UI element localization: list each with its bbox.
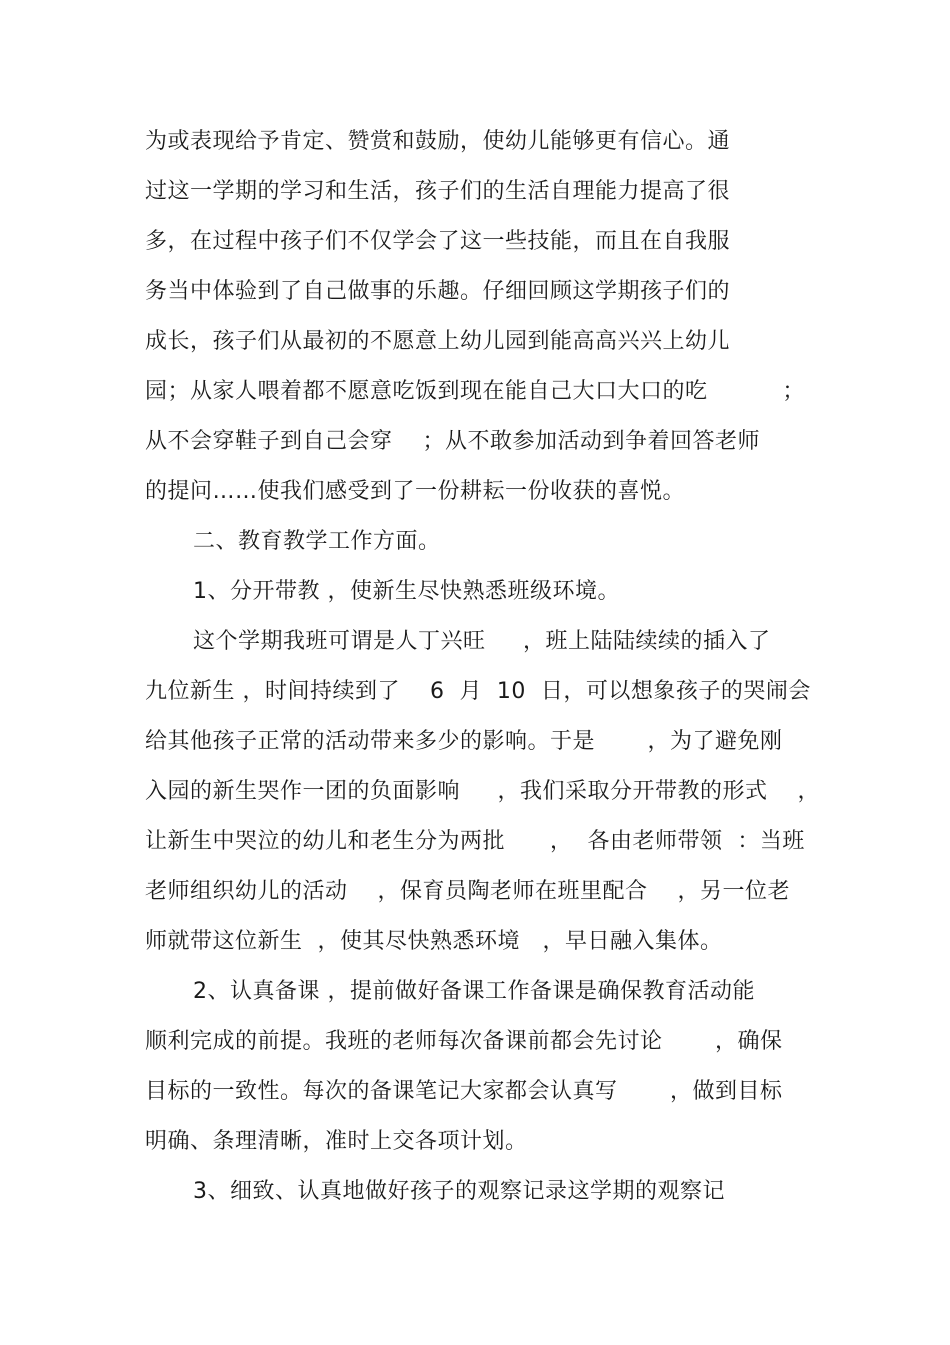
- text-line: 园；从家人喂着都不愿意吃饭到现在能自己大口大口的吃 ；: [145, 379, 805, 404]
- text-line: 老师组织幼儿的活动 ，保育员陶老师在班里配合 ，另一位老: [145, 879, 790, 904]
- section-heading: 二、教育教学工作方面。: [193, 529, 441, 554]
- text-line: 入园的新生哭作一团的负面影响 ，我们采取分开带教的形式 ，: [145, 779, 820, 804]
- text-line: 这个学期我班可谓是人丁兴旺 ，班上陆陆续续的插入了: [193, 629, 771, 654]
- subsection-heading: 3、细致、认真地做好孩子的观察记录这学期的观察记: [193, 1179, 725, 1204]
- text-line: 九位新生 ，时间持续到了 6 月 10 日，可以想象孩子的哭闹会: [145, 679, 811, 704]
- subsection-heading: 2、认真备课 ，提前做好备课工作备课是确保教育活动能: [193, 979, 755, 1004]
- subsection-heading: 1、分开带教 ，使新生尽快熟悉班级环境。: [193, 579, 620, 604]
- text-line: 成长，孩子们从最初的不愿意上幼儿园到能高高兴兴上幼儿: [145, 329, 731, 354]
- text-line: 师就带这位新生 ，使其尽快熟悉环境 ，早日融入集体。: [145, 929, 723, 954]
- text-line: 给其他孩子正常的活动带来多少的影响。于是 ，为了避免刚: [145, 729, 783, 754]
- text-line: 务当中体验到了自己做事的乐趣。仔细回顾这学期孩子们的: [145, 279, 731, 304]
- text-line: 过这一学期的学习和生活，孩子们的生活自理能力提高了很: [145, 179, 731, 204]
- text-line: 顺利完成的前提。我班的老师每次备课前都会先讨论 ，确保: [145, 1029, 783, 1054]
- text-line: 为或表现给予肯定、赞赏和鼓励，使幼儿能够更有信心。通: [145, 129, 731, 154]
- text-line: 的提问……使我们感受到了一份耕耘一份收获的喜悦。: [145, 479, 686, 504]
- text-line: 让新生中哭泣的幼儿和老生分为两批 ， 各由老师带领 ：当班: [145, 829, 805, 854]
- text-line: 明确、条理清晰，准时上交各项计划。: [145, 1129, 528, 1154]
- text-line: 多，在过程中孩子们不仅学会了这一些技能，而且在自我服: [145, 229, 731, 254]
- text-line: 目标的一致性。每次的备课笔记大家都会认真写 ，做到目标: [145, 1079, 783, 1104]
- text-line: 从不会穿鞋子到自己会穿 ；从不敢参加活动到争着回答老师: [145, 429, 760, 454]
